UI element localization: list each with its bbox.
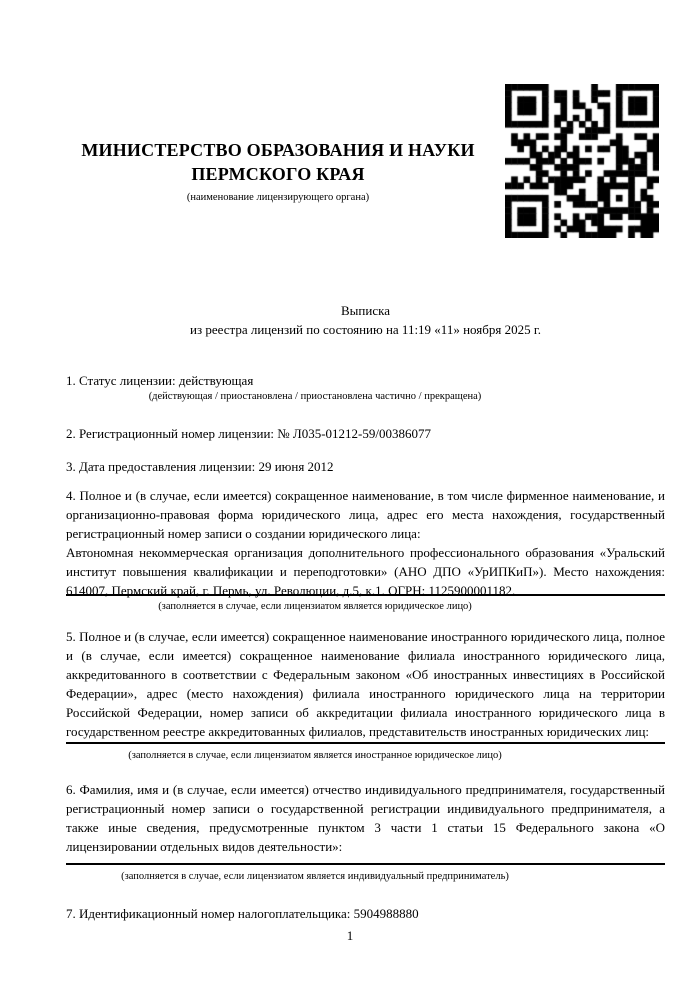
item-4-caption: (заполняется в случае, если лицензиатом является юридическое лицо) [158,601,472,612]
item-2-registration-number: 2. Регистрационный номер лицензии: № Л035-01212-59/00386077 [66,426,432,441]
document-title-line1: Выписка [341,303,390,318]
item-4-legal-entity-value: Автономная некоммерческая организация дополнительного профессионального образования «Уральский институт повышения квалификации и переподготовки» (АНО ДПО «УрИПКиП»). Место нахождения: 614007, Пермский край, г. Пермь, ул. Революции, д.5, к.1. ОГРН: 1125900001182. [66,545,665,598]
fill-line [66,863,665,865]
item-1-license-status: 1. Статус лицензии: действующая [66,373,254,388]
item-7-taxpayer-id: 7. Идентификационный номер налогоплательщика: 5904988880 [66,906,419,921]
ministry-name-line1: МИНИСТЕРСТВО ОБРАЗОВАНИЯ И НАУКИ [81,140,475,160]
item-3-license-date: 3. Дата предоставления лицензии: 29 июня 2012 [66,459,334,474]
item-4-legal-entity-label: 4. Полное и (в случае, если имеется) сокращенное наименование, в том числе фирменное наименование, и организационно-правовая форма юридического лица, адрес его места нахождения, государственный регистрационный номер записи о создании юридического лица: [66,488,665,541]
item-5-foreign-entity-label: 5. Полное и (в случае, если имеется) сокращенное наименование иностранного юридического лица, полное и (в случае, если имеется) сокращенное наименование филиала иностранного юридического лица, аккредитованного в соответствии с Федеральным законом «Об иностранных инвестициях в Российской Федерации», адрес (место нахождения) филиала иностранного юридического лица на территории Российской Федерации, номер записи об аккредитации филиала иностранного юридического лица в государственном реестре аккредитованных филиалов, представительств иностранных юридических лиц: [66,629,665,739]
item-5-caption: (заполняется в случае, если лицензиатом является иностранное юридическое лицо) [128,750,502,761]
item-6-caption: (заполняется в случае, если лицензиатом является индивидуальный предприниматель) [121,871,509,882]
document-title-line2: из реестра лицензий по состоянию на 11:19 «11» ноября 2025 г. [190,322,541,337]
fill-line [66,742,665,744]
ministry-name-line2: ПЕРМСКОГО КРАЯ [191,164,365,184]
item-6-individual-entrepreneur-label: 6. Фамилия, имя и (в случае, если имеется) отчество индивидуального предпринимателя, государственный регистрационный номер записи о государственной регистрации индивидуального предпринимателя, а также иные сведения, предусмотренные пунктом 3 части 1 статьи 15 Федерального закона «О лицензировании отдельных видов деятельности»: [66,782,665,854]
document-title [66,301,665,339]
document-body [66,0,665,923]
ministry-name-caption: (наименование лицензирующего органа) [186,192,370,203]
item-1-caption: (действующая / приостановлена / приостановлена частично / прекращена) [148,391,482,402]
page-number: 1 [346,928,354,943]
